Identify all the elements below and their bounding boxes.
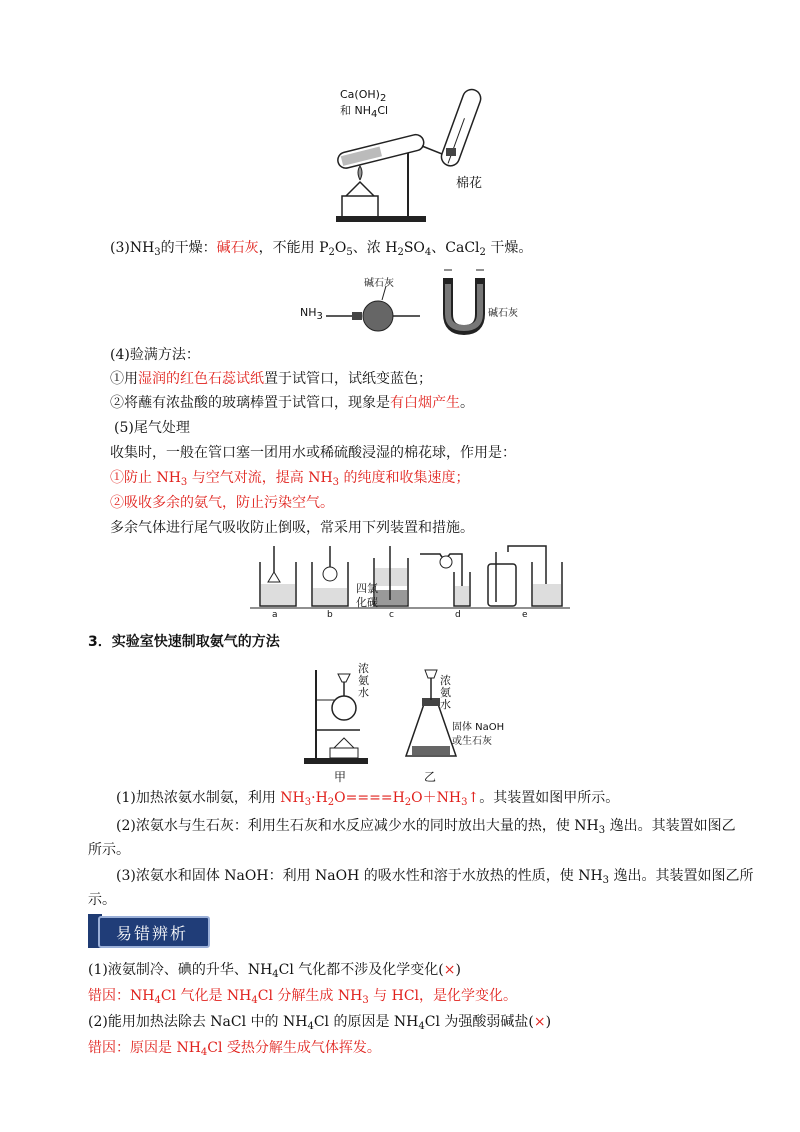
label-yi: 乙 [424, 770, 437, 784]
jia-yi-drawing [300, 660, 510, 770]
text: 逸出。其装置如图乙所 [609, 868, 754, 884]
label-ccl4-2: 化碳 [356, 596, 378, 609]
text: Cl 气化都不涉及化学变化( [278, 962, 444, 978]
text: 。 [460, 395, 474, 411]
sub: 2 [397, 247, 404, 258]
label-c: c [389, 610, 394, 620]
sub: 3 [316, 311, 323, 322]
heading-3: 3．实验室快速制取氨气的方法 [88, 634, 280, 650]
sub: 2 [404, 797, 412, 808]
sub: 4 [154, 995, 161, 1006]
section-5-line-1: 收集时，一般在管口塞一团用水或稀硫酸浸湿的棉花球，作用是： [110, 445, 516, 461]
label-cotton: 棉花 [456, 176, 483, 191]
text: SO [403, 240, 425, 256]
error-item-2 [88, 1012, 551, 1032]
section-3-drying [110, 238, 532, 258]
sub: 4 [307, 1021, 314, 1032]
equation: O====H [334, 790, 405, 806]
text: ①用 [110, 371, 138, 387]
text: 的纯度和收集速度； [339, 470, 470, 486]
sub: 2 [479, 247, 486, 258]
error-reason-2 [88, 1038, 381, 1058]
paragraph-2-cont: 所示。 [88, 842, 130, 858]
section-5-title: (5)尾气处理 [114, 420, 190, 436]
absorbers-drawing [250, 542, 580, 622]
banner-title: 易错辨析 [116, 924, 189, 943]
text: Cl 为强酸弱碱盐( [424, 1014, 534, 1030]
paragraph-3 [116, 866, 753, 886]
text: 干燥。 [485, 240, 533, 256]
sub: 4 [272, 969, 279, 980]
text: 与空气对流，提高 NH [187, 470, 333, 486]
equation: O＋NH [411, 790, 462, 806]
section-4-line-2 [110, 393, 474, 413]
sub: 3 [180, 477, 188, 488]
sub: 3 [362, 995, 369, 1006]
equation: ·H [311, 790, 328, 806]
text: (1)加热浓氨水制氨，利用 [116, 790, 281, 806]
section-5-line-4: 多余气体进行尾气吸收防止倒吸，常采用下列装置和措施。 [110, 520, 474, 536]
sub: 5 [346, 247, 353, 258]
label-nh3: NH [300, 306, 317, 319]
label-and: 和 NH [340, 104, 371, 117]
label-ccl4-1: 四氯 [356, 582, 378, 595]
text: 置于试管口，试纸变蓝色； [264, 371, 432, 387]
sub: 3 [304, 797, 312, 808]
sub: 2 [328, 247, 335, 258]
error-item-1 [88, 960, 461, 980]
label-jia-3: 水 [358, 686, 369, 699]
text: ) [455, 962, 461, 978]
text: (3)浓氨水和固体 NaOH：利用 NaOH 的吸水性和溶于水放热的性质，使 NH [116, 868, 603, 884]
figure-jia-yi [300, 660, 510, 782]
label-jia-2: 氨 [358, 674, 369, 687]
label-jia: 甲 [334, 770, 347, 784]
wrong-mark: × [443, 962, 456, 978]
highlight: 有白烟产生 [390, 395, 460, 411]
section-5-line-3: ②吸收多余的氨气，防止污染空气。 [110, 495, 334, 511]
text: O [334, 240, 347, 256]
label-soda-lime-2: 碱石灰 [488, 308, 518, 319]
text: ，不能用 P [258, 240, 329, 256]
label-reagent: Ca(OH) [340, 88, 380, 101]
text: (1)液氨制冷、碘的升华、NH [88, 962, 273, 978]
section-banner [88, 914, 210, 948]
sub: 3 [461, 797, 468, 808]
drying-tubes-drawing [290, 266, 530, 336]
paragraph-2 [116, 816, 736, 836]
equation: NH [280, 790, 305, 806]
text: 、浓 H [352, 240, 398, 256]
label-yi-2: 氨 [440, 686, 451, 699]
sub: 3 [332, 477, 340, 488]
text: 、CaCl [431, 240, 480, 256]
paragraph-3-cont: 示。 [88, 892, 116, 908]
label-d: d [455, 610, 461, 620]
label-soda-lime-1: 碱石灰 [364, 278, 394, 289]
label-yi-1: 浓 [440, 674, 451, 687]
wrong-mark: × [533, 1014, 546, 1030]
text: 。其装置如图甲所示。 [479, 790, 620, 806]
label-sub: 4 [371, 109, 378, 120]
figure-drying-tubes [290, 266, 530, 336]
sub: 4 [200, 1047, 208, 1058]
label-jia-1: 浓 [358, 662, 369, 675]
sub: 4 [251, 995, 258, 1006]
label-naoh-2: 或生石灰 [452, 736, 492, 747]
label-yi-3: 水 [440, 698, 451, 711]
text: (2)浓氨水与生石灰：利用生石灰和水反应减少水的同时放出大量的热，使 NH [116, 818, 599, 834]
text: ) [545, 1014, 552, 1030]
text: ①防止 NH [110, 470, 181, 486]
text: 逸出。其装置如图乙 [605, 818, 736, 834]
figure-absorbers [250, 542, 580, 622]
text: Cl 的原因是 NH [313, 1014, 419, 1030]
highlight: 湿润的红色石蕊试纸 [138, 371, 264, 387]
label-sub: 2 [379, 93, 387, 104]
label-a: a [272, 610, 278, 620]
label-b: b [327, 610, 333, 620]
sub: 2 [327, 797, 335, 808]
text: Cl 气化是 NH [160, 988, 252, 1004]
section-5-line-2 [110, 468, 469, 488]
text: (3)NH [110, 240, 155, 256]
sub: 3 [598, 825, 606, 836]
sub: 3 [154, 247, 161, 258]
label-cl: Cl [377, 104, 389, 117]
text: 的干燥： [160, 240, 217, 256]
highlight-soda-lime: 碱石灰 [216, 240, 259, 256]
text: ②将蘸有浓盐酸的玻璃棒置于试管口，现象是 [110, 395, 390, 411]
equation: ↑ [467, 790, 480, 806]
section-4-title: (4)验满方法： [110, 347, 200, 363]
figure-ammonia-apparatus [322, 88, 522, 228]
error-reason-1 [88, 986, 517, 1006]
text: 错因：NH [88, 988, 155, 1004]
sub: 4 [418, 1021, 425, 1032]
paragraph-1 [116, 788, 619, 808]
label-e: e [522, 610, 528, 620]
section-4-line-1 [110, 369, 432, 389]
text: Cl 受热分解生成气体挥发。 [207, 1040, 381, 1056]
sub: 3 [602, 875, 610, 886]
sub: 4 [424, 247, 432, 258]
text: 与 HCl，是化学变化。 [368, 988, 518, 1004]
label-naoh-1: 固体 NaOH [452, 722, 505, 733]
text: Cl 分解生成 NH [257, 988, 363, 1004]
text: 错因：原因是 NH [88, 1040, 201, 1056]
text: (2)能用加热法除去 NaCl 中的 NH [88, 1014, 308, 1030]
